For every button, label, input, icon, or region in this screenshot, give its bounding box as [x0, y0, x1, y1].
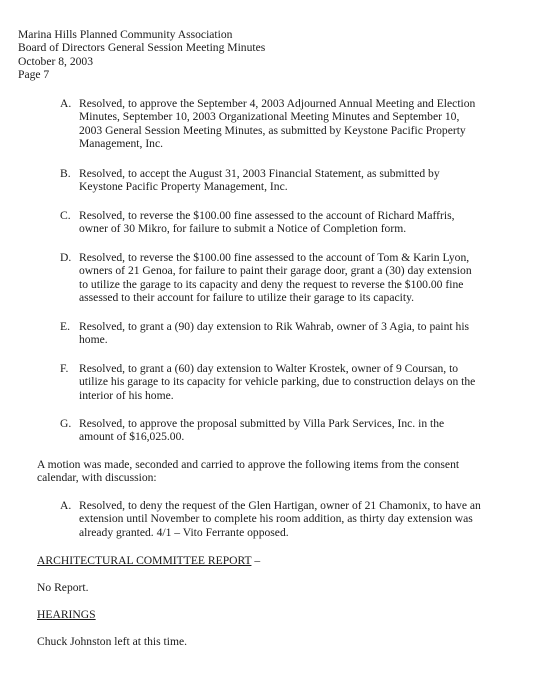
item-line: owners of 21 Genoa, for failure to paint their garage door, grant a (30) day extension — [79, 264, 472, 278]
item-line: extension until November to complete his room addition, as thirty day extension was — [79, 512, 473, 526]
item-line: Resolved, to accept the August 31, 2003 Financial Statement, as submitted by — [79, 167, 440, 180]
item-letter: C. — [60, 209, 71, 222]
hearings-section-body — [37, 635, 517, 648]
item-line: assessed to their account for failure to utilize their garage to its capacity. — [79, 291, 415, 305]
item-text — [79, 362, 529, 402]
item-line: interior of his home. — [79, 388, 174, 402]
section-heading-dash: – — [251, 554, 261, 567]
item-line: Resolved, to approve the September 4, 2003 Adjourned Annual Meeting and Election — [79, 97, 476, 110]
item-line: Resolved, to reverse the $100.00 fine assessed to the account of Tom & Karin Lyon, — [79, 251, 470, 264]
item-line: 2003 General Session Meeting Minutes, as submitted by Keystone Pacific Property — [79, 123, 466, 137]
paragraph-line: A motion was made, seconded and carried to approve the following items from the consent — [37, 458, 460, 471]
consent-motion-paragraph — [37, 458, 517, 485]
item-line: Resolved, to reverse the $100.00 fine assessed to the account of Richard Maffris, — [79, 209, 455, 222]
item-line: Resolved, to grant a (60) day extension to Walter Krostek, owner of 9 Coursan, to — [79, 362, 459, 375]
item-letter: A. — [60, 97, 72, 110]
item-letter: F. — [60, 362, 69, 375]
item-text — [79, 320, 529, 347]
item-line: amount of $16,025.00. — [79, 430, 185, 444]
item-line: Minutes, September 10, 2003 Organizational Meeting Minutes and September 10, — [79, 110, 460, 124]
architectural-section-heading — [37, 554, 517, 567]
item-text — [79, 209, 529, 236]
item-line: Resolved, to grant a (90) day extension to Rik Wahrab, owner of 3 Agia, to paint his — [79, 320, 470, 333]
section-body-text: Chuck Johnston left at this time. — [37, 635, 188, 648]
item-line: Resolved, to deny the request of the Glen Hartigan, owner of 21 Chamonix, to have an — [79, 499, 481, 512]
item-line: Resolved, to approve the proposal submitted by Villa Park Services, Inc. in the — [79, 417, 445, 430]
section-heading-text: ARCHITECTURAL COMMITTEE REPORT — [37, 554, 252, 567]
document-header — [18, 28, 518, 82]
item-text — [79, 251, 529, 305]
page-number: Page 7 — [18, 68, 50, 82]
item-line: owner of 30 Mikro, for failure to submit a Notice of Completion form. — [79, 222, 407, 236]
item-line: already granted. 4/1 – Vito Ferrante opposed. — [79, 525, 289, 539]
section-heading-text: HEARINGS — [37, 608, 96, 621]
minutes-title: Board of Directors General Session Meeting Minutes — [18, 41, 266, 55]
item-line: home. — [79, 333, 108, 347]
item-letter: A. — [60, 499, 72, 512]
item-letter: G. — [60, 417, 72, 430]
item-line: Keystone Pacific Property Management, Inc. — [79, 180, 288, 194]
item-text — [79, 499, 529, 539]
item-text — [79, 167, 529, 194]
item-letter: B. — [60, 167, 71, 180]
hearings-section-heading — [37, 608, 517, 621]
item-text — [79, 417, 529, 444]
section-body-text: No Report. — [37, 581, 89, 594]
item-text — [79, 97, 529, 151]
architectural-section-body — [37, 581, 517, 594]
item-line: to utilize the garage to its capacity and deny the request to reverse the $100.00 fine — [79, 277, 464, 291]
item-line: utilize his garage to its capacity for vehicle parking, due to construction delays on the — [79, 375, 476, 389]
item-line: Management, Inc. — [79, 137, 164, 151]
item-letter: E. — [60, 320, 70, 333]
paragraph-line: calendar, with discussion: — [37, 471, 157, 485]
meeting-date: October 8, 2003 — [18, 54, 94, 68]
association-name: Marina Hills Planned Community Association — [18, 28, 233, 41]
item-letter: D. — [60, 251, 72, 264]
